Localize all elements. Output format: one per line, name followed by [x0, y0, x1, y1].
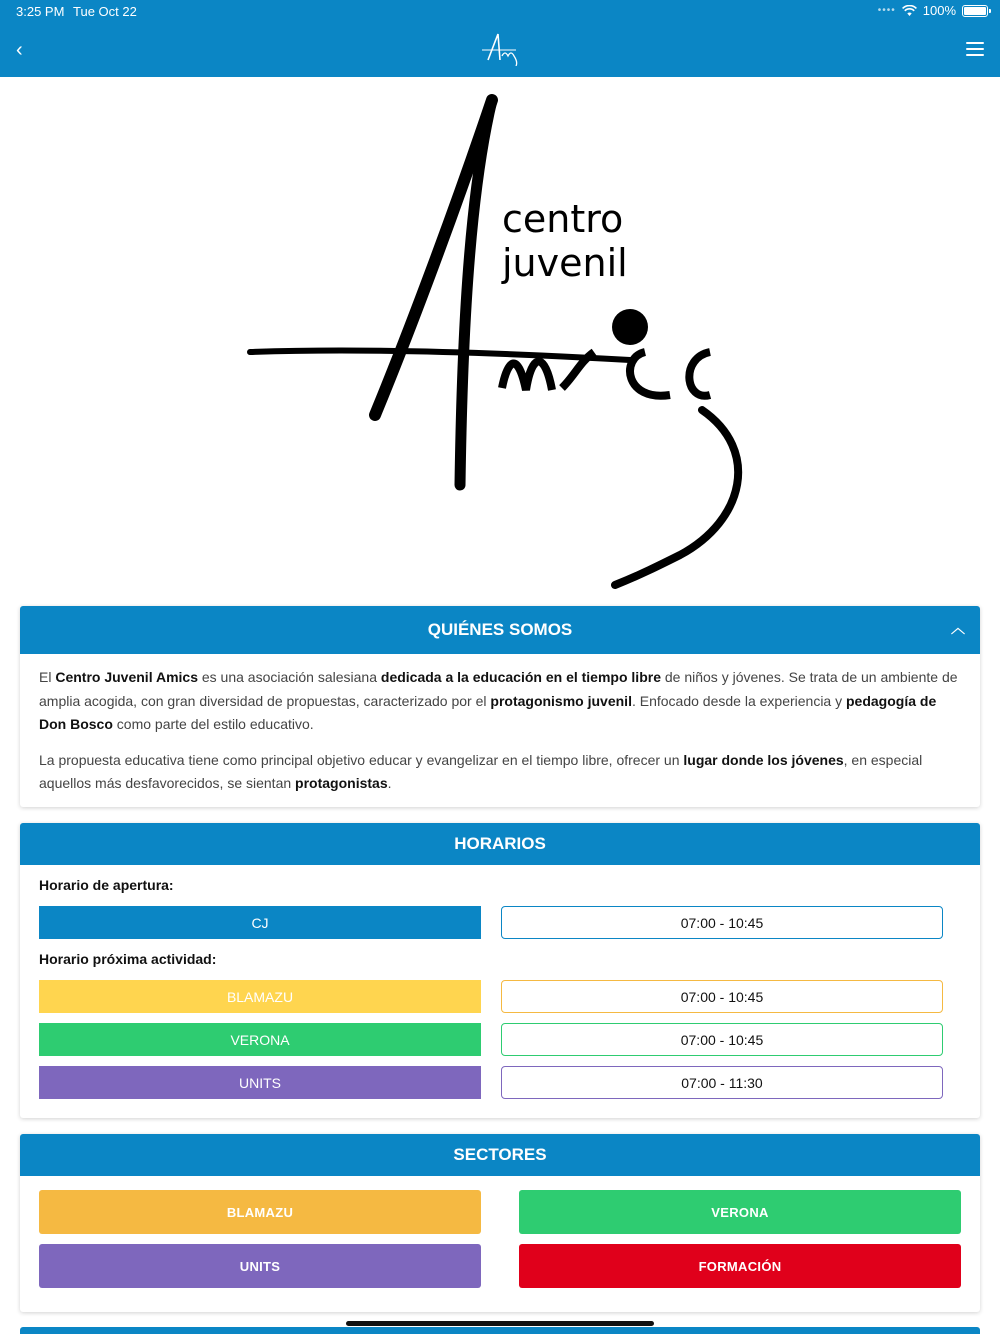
quienes-paragraph-1: [39, 666, 961, 737]
sectores-title: SECTORES: [453, 1145, 547, 1164]
quienes-p2-segment: .: [387, 775, 392, 791]
horario-row-verona: [39, 1023, 961, 1056]
quienes-p1-segment: de niños y jóvenes. Se trata de un ambiente de amplia acogida, con gran diversidad de propuestas, caracterizado por el: [39, 669, 958, 709]
sectores-header: [20, 1134, 980, 1176]
units-tag: UNITS: [39, 1066, 481, 1099]
blamazu-time: 07:00 - 10:45: [501, 980, 943, 1013]
status-right: [878, 3, 988, 18]
sector-blamazu-button[interactable]: BLAMAZU: [39, 1190, 481, 1234]
units-time: 07:00 - 11:30: [501, 1066, 943, 1099]
logo-line-centro: centro: [502, 197, 624, 241]
actividad-label: Horario próxima actividad:: [39, 951, 217, 967]
quienes-p1-segment: pedagogía de Don Bosco: [39, 692, 937, 732]
quienes-p2-segment: La propuesta educativa tiene como principal objetivo educar y evangelizar en el tiempo libre, ofrecer un: [39, 751, 684, 768]
horarios-card: [20, 823, 980, 1118]
quienes-somos-body: [20, 654, 980, 807]
cj-time: 07:00 - 10:45: [501, 906, 943, 939]
quienes-p1-segment: dedicada a la educación en el tiempo libre: [380, 669, 661, 685]
quienes-somos-card: [20, 606, 980, 807]
top-bar: [0, 0, 1000, 77]
blamazu-tag: BLAMAZU: [39, 980, 481, 1013]
quienes-p2-segment: lugar donde los jóvenes: [683, 751, 844, 768]
status-date: Tue Oct 22: [73, 4, 137, 19]
wifi-icon: [902, 5, 917, 17]
horarios-header: [20, 823, 980, 865]
quienes-p1-segment: Centro Juvenil Amics: [55, 669, 198, 685]
quienes-paragraph-2: [39, 749, 961, 796]
status-bar: [0, 0, 1000, 22]
quienes-p1-segment: protagonismo juvenil: [490, 692, 632, 709]
apertura-label: Horario de apertura:: [39, 877, 174, 893]
horario-row-blamazu: [39, 980, 961, 1013]
signal-icon: ••••: [877, 5, 896, 16]
battery-icon: [962, 5, 988, 17]
next-card-header-strip: [20, 1327, 980, 1334]
hamburger-menu-icon[interactable]: [966, 42, 984, 56]
quienes-somos-header[interactable]: [20, 606, 980, 654]
home-indicator[interactable]: [346, 1321, 654, 1326]
quienes-p1-segment: es una asociación salesiana: [197, 669, 381, 685]
sectores-card: [20, 1134, 980, 1312]
battery-percent: 100%: [922, 3, 956, 18]
centro-juvenil-amics-logo: [240, 90, 760, 595]
horarios-title: HORARIOS: [454, 834, 546, 853]
sector-verona-button[interactable]: VERONA: [519, 1190, 961, 1234]
quienes-p1-segment: . Enfocado desde la experiencia y: [631, 692, 846, 709]
horario-row-cj: [39, 906, 961, 939]
quienes-somos-title: QUIÉNES SOMOS: [427, 620, 573, 639]
back-chevron-icon[interactable]: ‹: [16, 39, 23, 61]
quienes-p2-segment: protagonistas: [295, 775, 388, 791]
sector-formacion-button[interactable]: FORMACIÓN: [519, 1244, 961, 1288]
cj-tag: CJ: [39, 906, 481, 939]
amics-logo-icon[interactable]: [478, 30, 522, 66]
quienes-p1-segment: El: [39, 669, 56, 685]
horario-row-units: [39, 1066, 961, 1099]
chevron-up-icon[interactable]: ︿: [951, 620, 965, 636]
quienes-p2-segment: , en especial aquellos más desfavorecidos, se sientan: [39, 751, 923, 791]
quienes-p1-segment: como parte del estilo educativo.: [112, 716, 314, 732]
status-time: 3:25 PM: [16, 4, 65, 19]
sector-units-button[interactable]: UNITS: [39, 1244, 481, 1288]
verona-time: 07:00 - 10:45: [501, 1023, 943, 1056]
logo-line-juvenil: juvenil: [502, 241, 628, 285]
verona-tag: VERONA: [39, 1023, 481, 1056]
